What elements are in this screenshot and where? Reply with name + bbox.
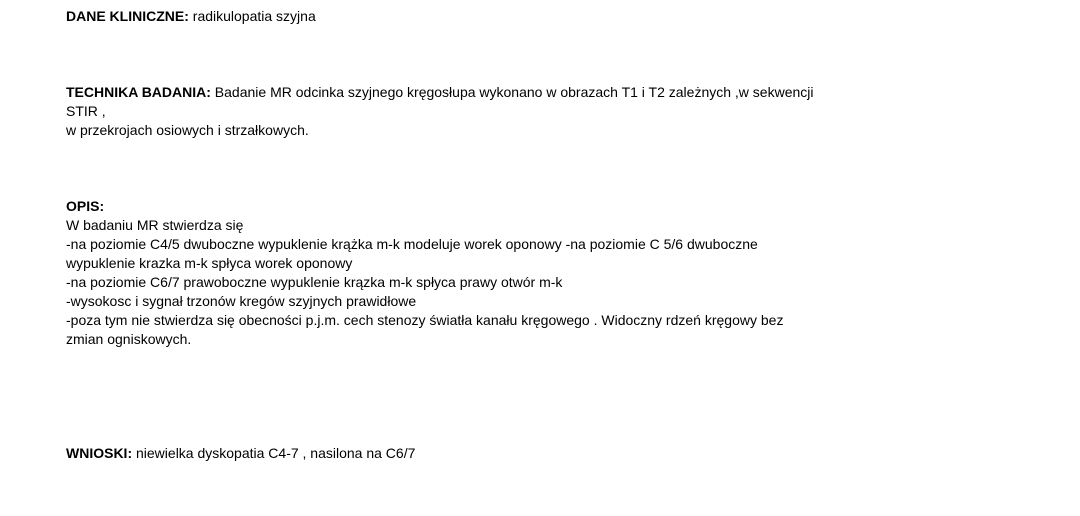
description-line: -na poziomie C4/5 dwuboczne wypuklenie krążka m-k modeluje worek oponowy -na poziomie C 5/6 dwuboczne	[66, 236, 758, 252]
description-line: -wysokosc i sygnał trzonów kregów szyjnych prawidłowe	[66, 293, 417, 309]
technique-label: TECHNIKA BADANIA:	[66, 84, 211, 100]
description-label: OPIS:	[66, 198, 105, 214]
description-line: wypuklenie krazka m-k spłyca worek oponowy	[66, 255, 353, 271]
conclusions-section	[66, 444, 1056, 463]
conclusions-text: niewielka dyskopatia C4-7 , nasilona na C6/7	[132, 445, 416, 461]
technique-line-2: STIR ,	[66, 103, 106, 119]
technique-section	[66, 83, 1056, 140]
conclusions-line	[66, 444, 1056, 463]
technique-text-1: Badanie MR odcinka szyjnego kręgosłupa wykonano w obrazach T1 i T2 zależnych ,w sekwencji	[210, 84, 814, 100]
description-line: -poza tym nie stwierdza się obecności p.j.m. cech stenozy światła kanału kręgowego . Widoczny rdzeń kręgowy bez	[66, 312, 784, 328]
description-line: -na poziomie C6/7 prawoboczne wypuklenie krązka m-k spłyca prawy otwór m-k	[66, 274, 563, 290]
clinical-data-text: radikulopatia szyjna	[188, 8, 316, 24]
technique-line-3: w przekrojach osiowych i strzałkowych.	[66, 122, 309, 138]
description-line: zmian ogniskowych.	[66, 331, 192, 347]
description-line: W badaniu MR stwierdza się	[66, 217, 244, 233]
clinical-data-label: DANE KLINICZNE:	[66, 8, 189, 24]
technique-line-1	[66, 83, 1056, 102]
description-section	[66, 197, 1056, 349]
clinical-data-line	[66, 7, 1056, 26]
conclusions-label: WNIOSKI:	[66, 445, 133, 461]
clinical-data-section	[66, 7, 1056, 26]
